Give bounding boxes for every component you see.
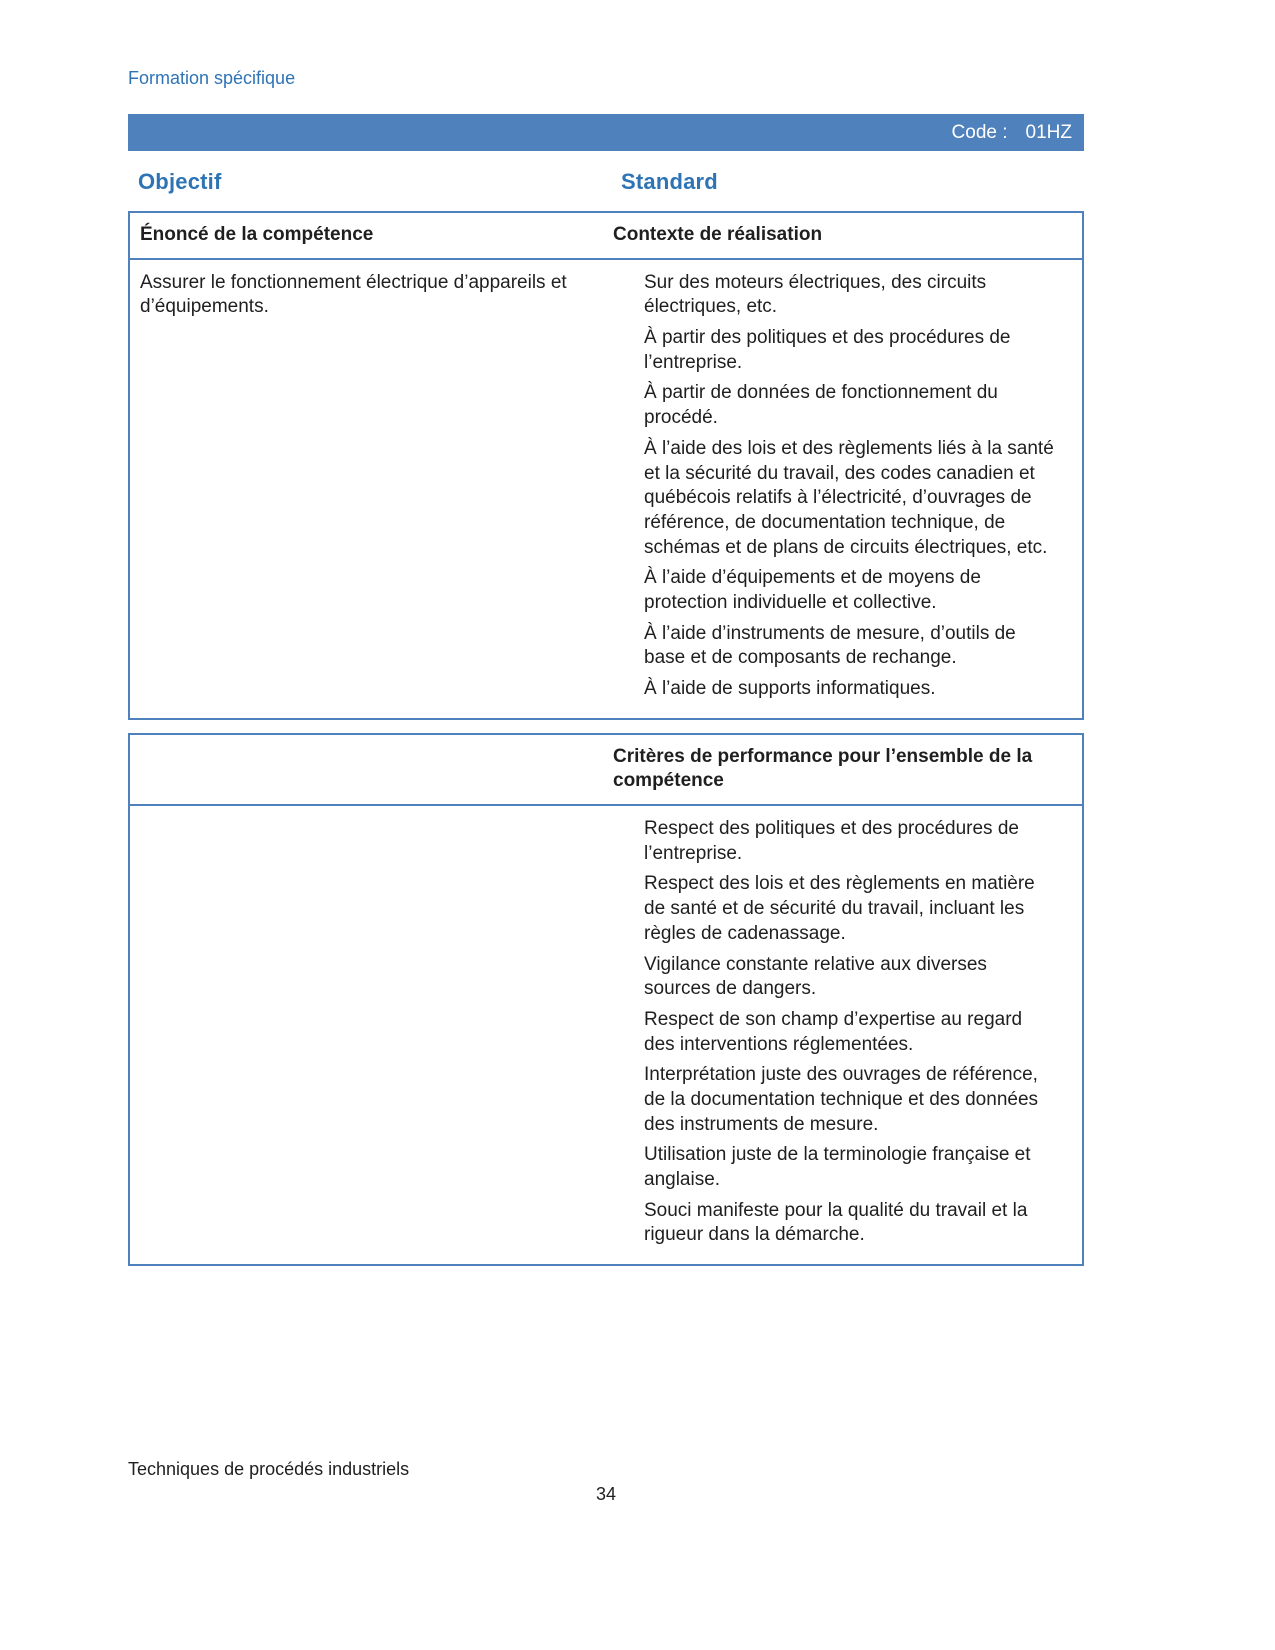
context-bullet-list xyxy=(603,260,1082,718)
list-item xyxy=(613,1063,1056,1137)
code-bar xyxy=(128,114,1084,151)
bullet-icon xyxy=(613,1063,644,1137)
list-item xyxy=(613,677,1056,702)
bullet-icon xyxy=(613,271,644,320)
list-item-text: Respect de son champ d’expertise au regard des interventions réglementées. xyxy=(644,1008,1023,1055)
bullet-icon xyxy=(613,1008,644,1057)
list-item-text: Sur des moteurs électriques, des circuits électriques, etc. xyxy=(644,271,987,318)
competence-statement: Assurer le fonctionnement électrique d’appareils et d’équipements. xyxy=(140,271,567,318)
bullet-icon xyxy=(613,566,644,615)
list-item xyxy=(613,1199,1056,1248)
list-item-text: À partir de données de fonctionnement du procédé. xyxy=(644,382,998,429)
bullet-icon xyxy=(613,1199,644,1248)
competence-table-left-header: Énoncé de la compétence xyxy=(130,213,603,260)
list-item xyxy=(613,271,1056,320)
list-item xyxy=(613,566,1056,615)
list-item-text: Respect des politiques et des procédures de l’entreprise. xyxy=(644,818,1019,864)
list-item-text: Vigilance constante relative aux diverses sources de dangers. xyxy=(644,953,987,1000)
bullet-icon xyxy=(613,622,644,671)
list-item xyxy=(613,817,1056,866)
criteria-table-left-body xyxy=(130,806,603,1264)
list-item xyxy=(613,872,1056,946)
criteria-bullet-list xyxy=(603,806,1082,1264)
list-item-text: Utilisation juste de la terminologie française et anglaise. xyxy=(644,1144,1031,1190)
competence-table-right-header: Contexte de réalisation xyxy=(603,213,1082,260)
bullet-icon xyxy=(613,953,644,1002)
list-item-text: Souci manifeste pour la qualité du travail et la rigueur dans la démarche. xyxy=(644,1199,1028,1246)
list-item-text: Respect des lois et des règlements en matière de santé et de sécurité du travail, incluant les règles de cadenassage. xyxy=(644,873,1035,944)
footer-program-title: Techniques de procédés industriels xyxy=(128,1459,410,1479)
heading-objectif: Objectif xyxy=(138,169,222,194)
list-item-text: À l’aide d’instruments de mesure, d’outils de base et de composants de rechange. xyxy=(644,622,1016,669)
competence-table xyxy=(128,211,1084,720)
page-footer xyxy=(128,1459,1084,1505)
list-item-text: À l’aide d’équipements et de moyens de protection individuelle et collective. xyxy=(644,567,981,613)
page-number: 34 xyxy=(595,1484,617,1504)
list-item-text: Interprétation juste des ouvrages de référence, de la documentation technique et des données des instruments de mesure. xyxy=(644,1064,1039,1135)
list-item xyxy=(613,953,1056,1002)
bullet-icon xyxy=(613,677,644,702)
list-item-text: À l’aide de supports informatiques. xyxy=(644,678,936,699)
page-content xyxy=(128,0,1084,1266)
list-item xyxy=(613,437,1056,560)
list-item xyxy=(613,1008,1056,1057)
list-item xyxy=(613,381,1056,430)
bullet-icon xyxy=(613,381,644,430)
bullet-icon xyxy=(613,326,644,375)
bullet-icon xyxy=(613,872,644,946)
criteria-table-left-header xyxy=(130,735,603,806)
column-headings xyxy=(128,169,1084,195)
bullet-icon xyxy=(613,817,644,866)
list-item xyxy=(613,622,1056,671)
criteria-table-right-header: Critères de performance pour l’ensemble de la compétence xyxy=(603,735,1082,806)
list-item-text: À l’aide des lois et des règlements liés à la santé et la sécurité du travail, des codes canadien et québécois relatifs à l’électricité, d’ouvrages de référence, de documentation technique, de schémas et de plans de circuits électriques, etc. xyxy=(644,437,1054,558)
code-value: 01HZ xyxy=(1025,121,1072,143)
bullet-icon xyxy=(613,1143,644,1192)
criteria-table xyxy=(128,733,1084,1266)
section-label: Formation spécifique xyxy=(128,68,296,88)
list-item xyxy=(613,1143,1056,1192)
list-item-text: À partir des politiques et des procédures de l’entreprise. xyxy=(644,327,1011,373)
heading-standard: Standard xyxy=(621,169,718,194)
code-label: Code : xyxy=(951,121,1008,143)
bullet-icon xyxy=(613,437,644,560)
list-item xyxy=(613,326,1056,375)
